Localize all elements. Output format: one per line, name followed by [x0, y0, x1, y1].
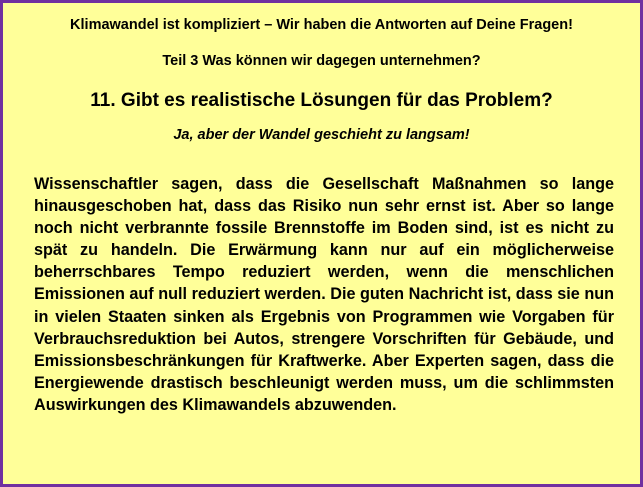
question-heading: 11. Gibt es realistische Lösungen für das Problem? — [90, 90, 553, 111]
body-paragraph: Wissenschaftler sagen, dass die Gesellschaft Maßnahmen so lange hinausgeschoben hat, dass das Risiko nun sehr ernst ist. Aber so lange noch nicht verbrannte fossile Brennstoffe im Boden sind, ist es nicht zu spät zu handeln. Die Erwärmung kann nur auf ein möglicherweise beherrschbares Tempo reduziert werden, wenn die menschlichen Emissionen auf null reduziert werden. Die guten Nachricht ist, dass sie nun in vielen Staaten sinken als Ergebnis von Programmen wie Vorgaben für Verbrauchsreduktion bei Autos, strengere Vorschriften für Gebäude, und Emissionsbeschränkungen für Kraftwerke. Aber Experten sagen, dass die Energiewende drastisch beschleunigt werden muss, um die schlimmsten Auswirkungen des Klimawandels abzuwenden. — [34, 175, 614, 414]
answer-subheading: Ja, aber der Wandel geschieht zu langsam! — [173, 127, 470, 143]
part-title: Teil 3 Was können wir dagegen unternehmen? — [162, 53, 481, 69]
series-title: Klimawandel ist kompliziert – Wir haben die Antworten auf Deine Fragen! — [70, 17, 573, 33]
